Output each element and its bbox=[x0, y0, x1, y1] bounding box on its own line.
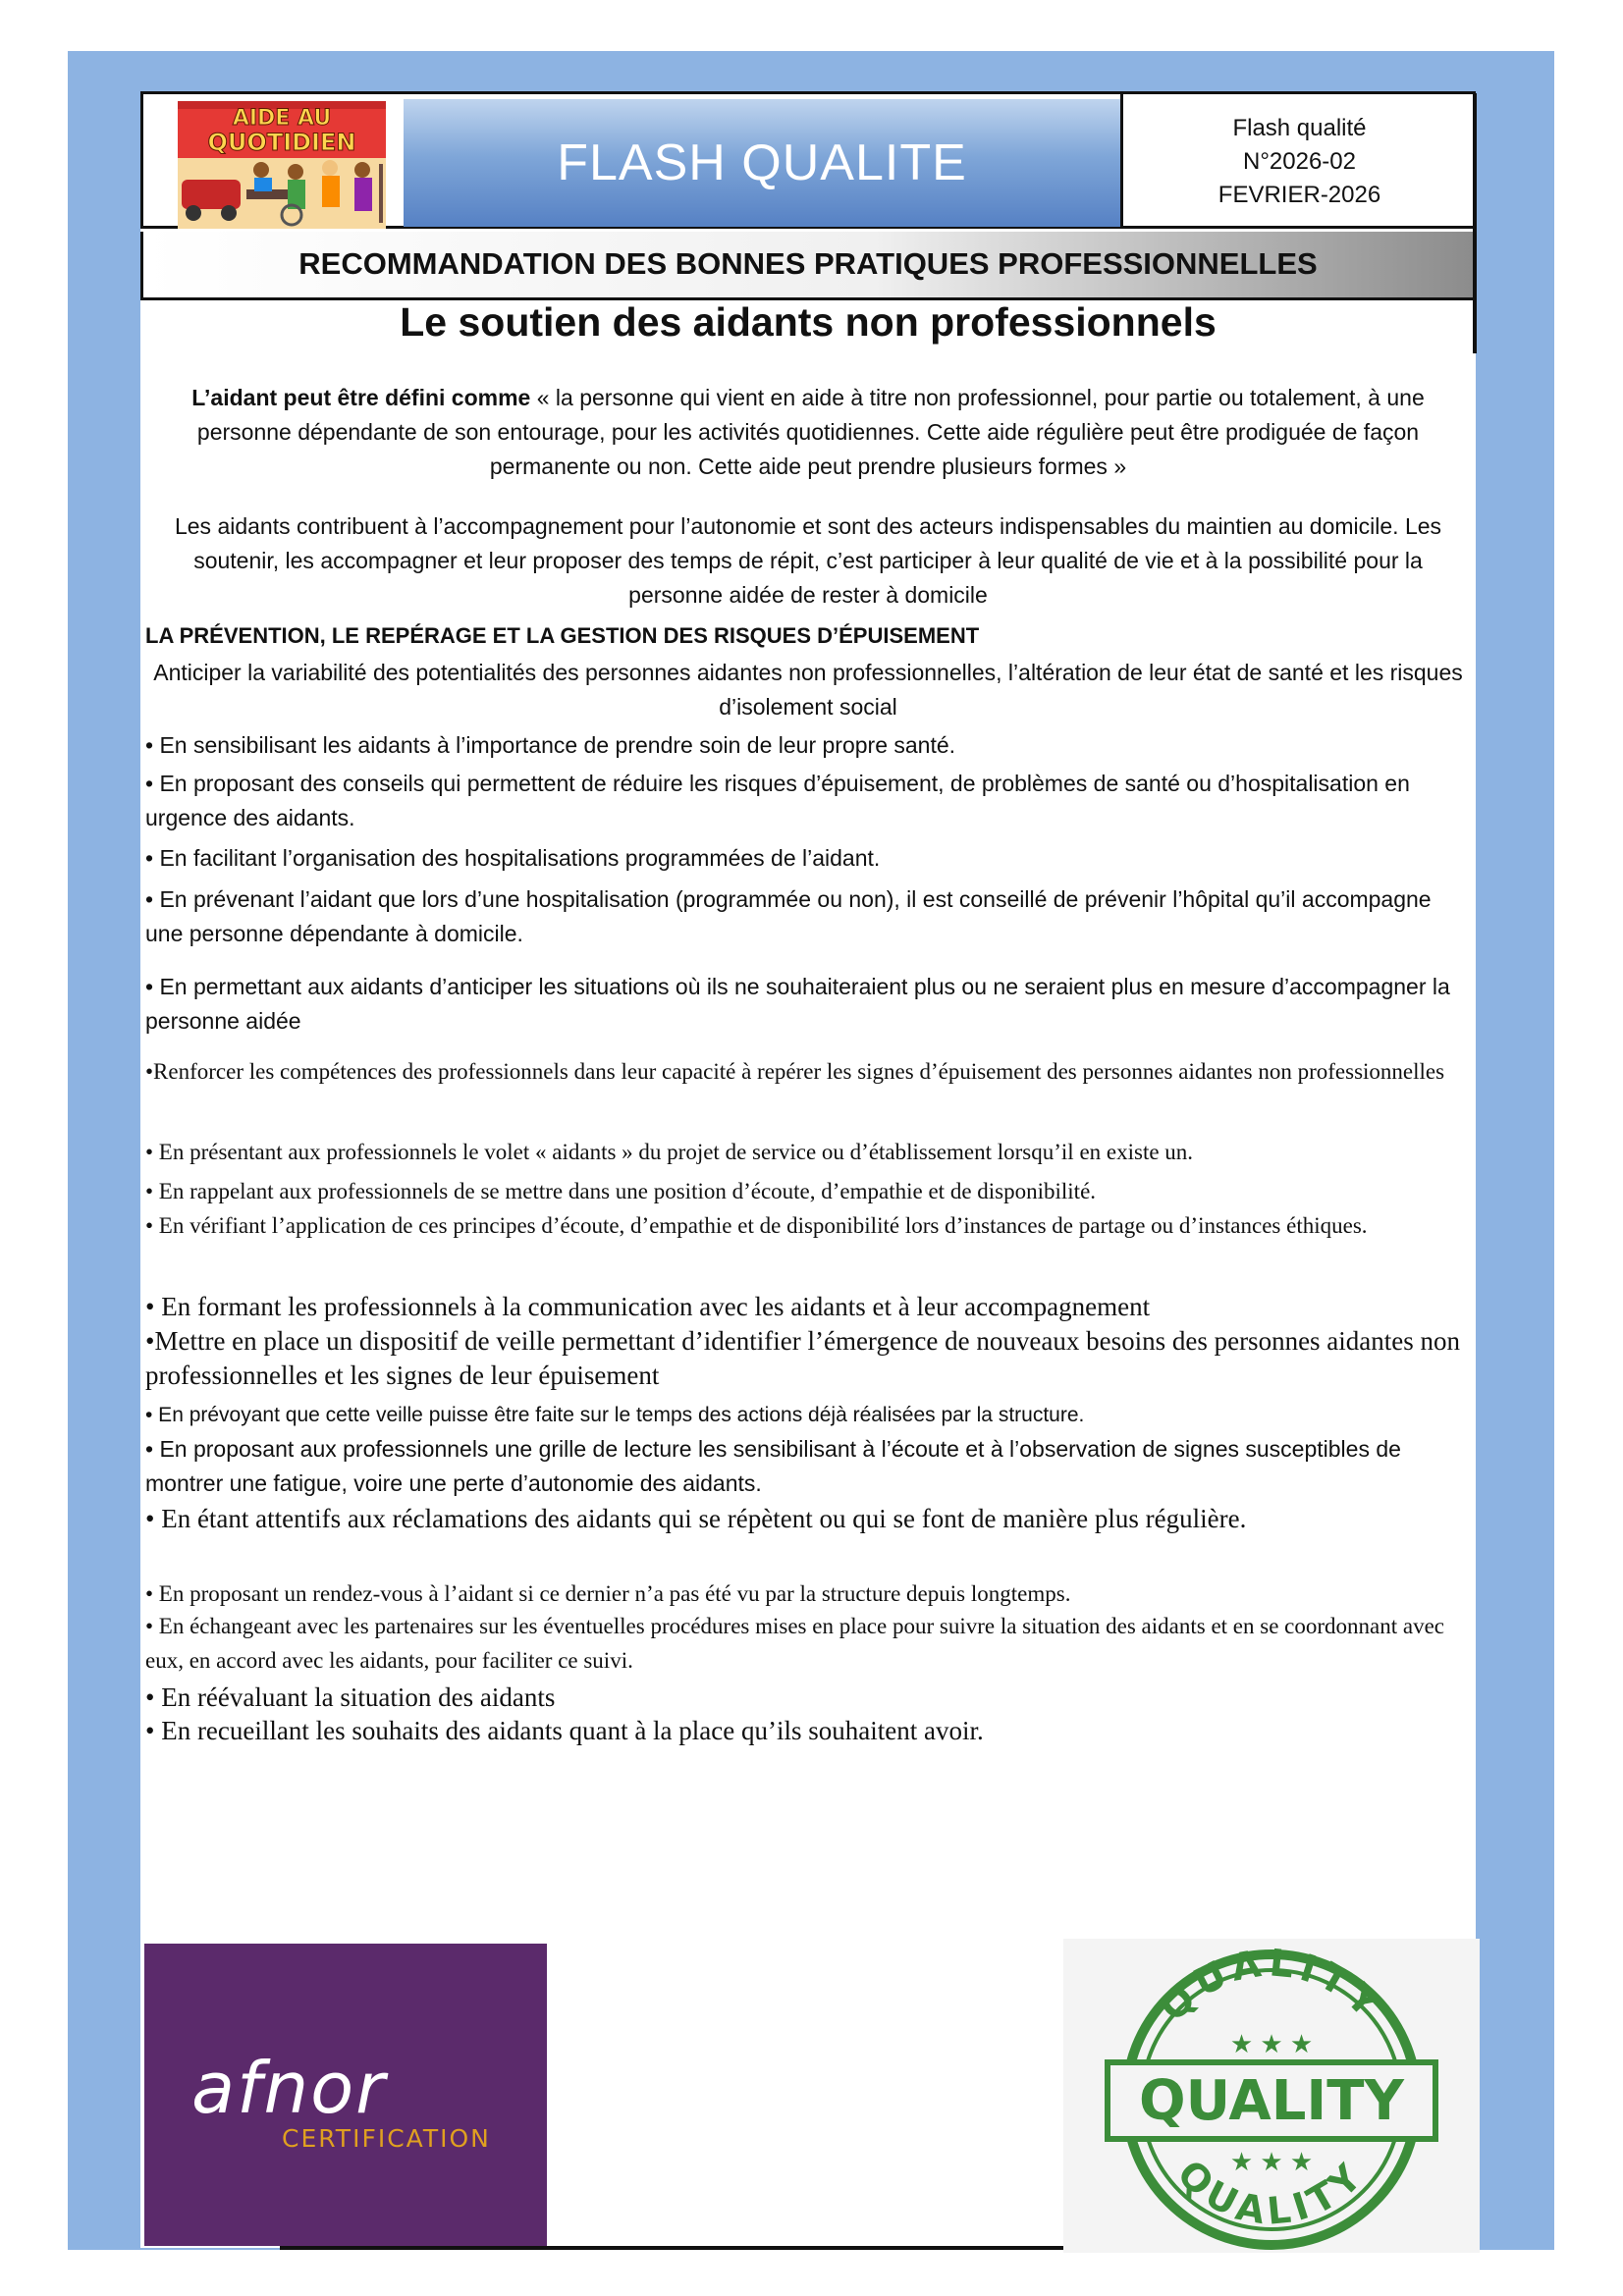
header-divider bbox=[1120, 94, 1123, 229]
definition-text: « la personne qui vient en aide à titre non professionnel, pour partie ou totalement, à une personne dépendante de son entourage, pour les activités quotidiennes. Cette aide régulière peut être prodiguée de façon permanente ou non. Cette aide peut prendre plusieurs formes » bbox=[196, 385, 1425, 479]
afnor-wordmark: afnor bbox=[191, 2047, 387, 2129]
title-banner bbox=[404, 99, 1120, 227]
list-item: • En réévaluant la situation des aidants bbox=[145, 1682, 556, 1712]
list-item: • En facilitant l’organisation des hospitalisations programmées de l’aidant. bbox=[145, 845, 881, 871]
stamp-top-text: QUALITY bbox=[1151, 1941, 1392, 2030]
list-item: • En rappelant aux professionnels de se mettre dans une position d’écoute, d’empathie et de disponibilité. bbox=[145, 1179, 1097, 1203]
meta-type: Flash qualité bbox=[1232, 115, 1367, 141]
stamp-stars-bottom: ★ ★ ★ bbox=[1229, 2147, 1314, 2176]
subheader-banner bbox=[140, 232, 1476, 300]
meta-number: N°2026-02 bbox=[1242, 148, 1356, 175]
section-title: LA PRÉVENTION, LE REPÉRAGE ET LA GESTION DES RISQUES D’ÉPUISEMENT bbox=[145, 623, 980, 648]
meta-date: FEVRIER-2026 bbox=[1217, 182, 1381, 208]
header-block bbox=[140, 91, 1476, 229]
logo-text-line2: QUOTIDIEN bbox=[207, 129, 356, 156]
list-item: • En formant les professionnels à la communication avec les aidants et à leur accompagnement bbox=[145, 1292, 1151, 1321]
list-item: •Renforcer les compétences des professionnels dans leur capacité à repérer les signes d’épuisement des personnes aidantes non professionnelles bbox=[145, 1059, 1445, 1084]
list-item: • En proposant un rendez-vous à l’aidant si ce dernier n’a pas été vu par la structure depuis longtemps. bbox=[145, 1581, 1071, 1606]
afnor-certification-logo bbox=[144, 1944, 547, 2246]
list-item: • En proposant des conseils qui permettent de réduire les risques d’épuisement, de problèmes de santé ou d’hospitalisation en urgence des aidants. bbox=[145, 771, 1410, 830]
list-item: • En permettant aux aidants d’anticiper les situations où ils ne souhaiteraient plus ou ne seraient plus en mesure d’accompagner la personne aidée bbox=[145, 974, 1450, 1034]
list-item: • En vérifiant l’application de ces principes d’écoute, d’empathie et de disponibilité lors d’instances de partage ou d’instances éthiques. bbox=[145, 1213, 1368, 1238]
list-item: • En étant attentifs aux réclamations des aidants qui se répètent ou qui se font de manière plus régulière. bbox=[145, 1504, 1247, 1533]
intro-paragraph: Les aidants contribuent à l’accompagnement pour l’autonomie et sont des acteurs indispensables du maintien au domicile. Les soutenir, les accompagner et leur proposer des temps de répit, c’est participer à leur qualité de vie et à la possibilité pour la personne aidée de rester à domicile bbox=[174, 513, 1442, 608]
list-item: • En prévoyant que cette veille puisse être faite sur le temps des actions déjà réalisées par la structure. bbox=[145, 1404, 1085, 1426]
page-title: FLASH QUALITE bbox=[557, 134, 967, 191]
afnor-subtitle: CERTIFICATION bbox=[282, 2124, 491, 2153]
definition-lead: L’aidant peut être défini comme bbox=[191, 385, 531, 410]
stamp-bottom-text: QUALITY bbox=[1168, 2152, 1375, 2234]
section-intro: Anticiper la variabilité des potentialités des personnes aidantes non professionnelles, l’altération de leur état de santé et les risques d’isolement social bbox=[153, 660, 1463, 720]
list-item: • En proposant aux professionnels une grille de lecture les sensibilisant à l’écoute et à l’observation de signes susceptibles de montrer une fatigue, voire une perte d’autonomie des aidants. bbox=[145, 1436, 1401, 1496]
stamp-stars-top: ★ ★ ★ bbox=[1229, 2029, 1314, 2058]
list-item: • En prévenant l’aidant que lors d’une hospitalisation (programmée ou non), il est conseillé de prévenir l’hôpital qu’il accompagne une personne dépendante à domicile. bbox=[145, 886, 1432, 946]
subheader-title: RECOMMANDATION DES BONNES PRATIQUES PROFESSIONNELLES bbox=[298, 246, 1318, 281]
logo-text-line1: AIDE AU bbox=[232, 106, 332, 131]
document-meta bbox=[1125, 112, 1474, 212]
list-item: • En échangeant avec les partenaires sur les éventuelles procédures mises en place pour suivre la situation des aidants et en se coordonnant avec eux, en accord avec les aidants, pour faciliter ce suivi. bbox=[145, 1614, 1445, 1673]
quality-stamp bbox=[1063, 1939, 1480, 2253]
stamp-center-text: QUALITY bbox=[1139, 2069, 1404, 2133]
list-item: • En recueillant les souhaits des aidants quant à la place qu’ils souhaitent avoir. bbox=[145, 1716, 984, 1745]
list-item: •Mettre en place un dispositif de veille permettant d’identifier l’émergence de nouveaux besoins des personnes aidantes non professionnelles et les signes de leur épuisement bbox=[145, 1326, 1461, 1390]
aide-au-quotidien-logo bbox=[168, 99, 396, 232]
list-item: • En sensibilisant les aidants à l’importance de prendre soin de leur propre santé. bbox=[145, 732, 956, 758]
list-item: • En présentant aux professionnels le volet « aidants » du projet de service ou d’établissement lorsqu’il en existe un. bbox=[145, 1140, 1194, 1164]
main-title: Le soutien des aidants non professionnels bbox=[400, 299, 1217, 345]
definition-paragraph bbox=[145, 381, 1471, 484]
